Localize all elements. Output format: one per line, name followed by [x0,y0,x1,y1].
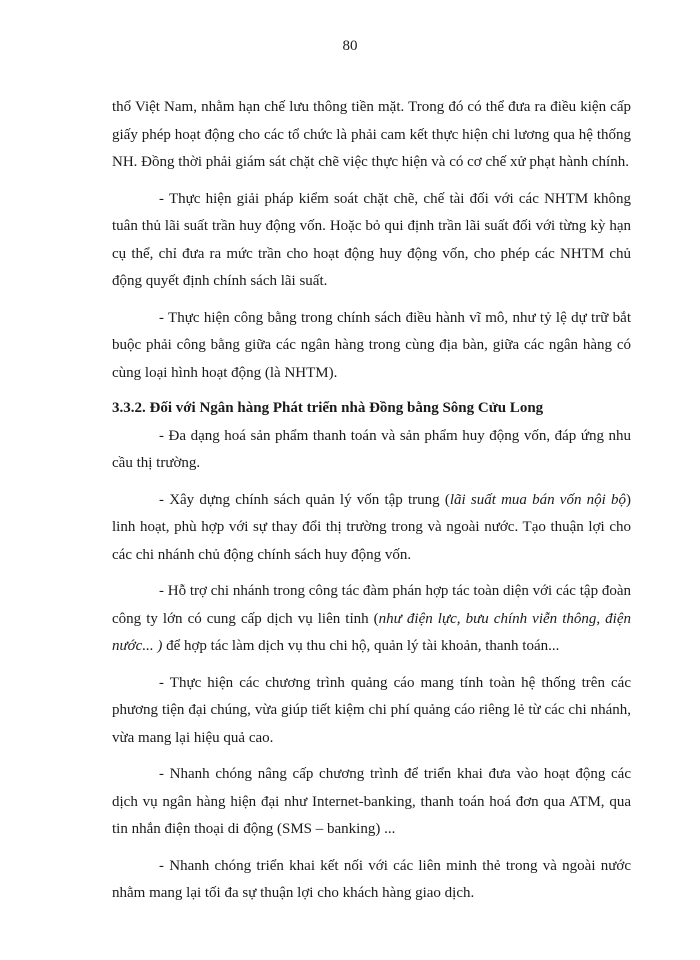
document-body [112,94,631,908]
paragraph-branch-support [112,578,631,661]
paragraph-capital-management-text-a: - Xây dựng chính sách quản lý vốn tập trung ( [159,491,450,508]
paragraph-macro-policy-fairness: - Thực hiện công bằng trong chính sách điều hành vĩ mô, như tỷ lệ dự trữ bắt buộc phải công bằng giữa các ngân hàng trong cùng địa bàn, giữa các ngân hàng có cùng loại hình hoạt động (là NHTM). [112,309,631,381]
paragraph-capital-management [112,487,631,570]
paragraph-product-diversification: - Đa dạng hoá sản phẩm thanh toán và sản phẩm huy động vốn, đáp ứng nhu cầu thị trường. [112,427,631,471]
paragraph-continuation: thổ Việt Nam, nhằm hạn chế lưu thông tiền mặt. Trong đó có thể đưa ra điều kiện cấp giấy phép hoạt động cho các tổ chức là phải cam kết thực hiện chi lương qua hệ thống NH. Đồng thời phải giám sát chặt chẽ việc thực hiện và có cơ chế xử phạt hành chính. [112,99,631,170]
paragraph-branch-support-text-a: - Hỗ trợ chi nhánh trong công tác đàm phán hợp tác toàn diện với các tập đoàn công ty lớn có cung cấp dịch vụ liên tỉnh ( [112,583,631,627]
paragraph-branch-support-italic: như điện lực, bưu chính viễn thông, điện nước... ) [112,610,631,654]
paragraph-capital-management-italic: lãi suất mua bán vốn nội bộ [449,491,627,508]
paragraph-modern-services: - Nhanh chóng nâng cấp chương trình để triển khai đưa vào hoạt động các dịch vụ ngân hàng hiện đại như Internet-banking, thanh toán hoá đơn qua ATM, qua tin nhắn điện thoại di động (SMS – banking) ... [112,766,631,837]
section-heading-3-3-2: 3.3.2. Đối với Ngân hàng Phát triển nhà Đồng bằng Sông Cửu Long [112,400,544,416]
page-number: 80 [342,38,358,54]
paragraph-card-alliances: - Nhanh chóng triển khai kết nối với các liên minh thẻ trong và ngoài nước nhằm mang lại tối đa sự thuận lợi cho khách hàng giao dịch. [112,857,631,901]
paragraph-advertising: - Thực hiện các chương trình quảng cáo mang tính toàn hệ thống trên các phương tiện đại chúng, vừa giúp tiết kiệm chi phí quảng cáo riêng lẻ từ các chi nhánh, vừa mang lại hiệu quả cao. [112,674,631,746]
paragraph-branch-support-text-b: để hợp tác làm dịch vụ thu chi hộ, quản lý tài khoản, thanh toán... [162,638,560,654]
paragraph-interest-rate-control: - Thực hiện giải pháp kiểm soát chặt chẽ, chế tài đối với các NHTM không tuân thủ lãi suất trần huy động vốn. Hoặc bỏ qui định trần lãi suất đối với từng kỳ hạn cụ thể, chỉ đưa ra mức trần cho hoạt động huy động vốn, cho phép các NHTM chủ động quyết định chính sách lãi suất. [112,190,631,289]
paragraph-capital-management-text-b: ) linh hoạt, phù hợp với sự thay đổi thị trường trong và ngoài nước. Tạo thuận lợi cho các chi nhánh chủ động chính sách huy động vốn. [112,491,632,563]
